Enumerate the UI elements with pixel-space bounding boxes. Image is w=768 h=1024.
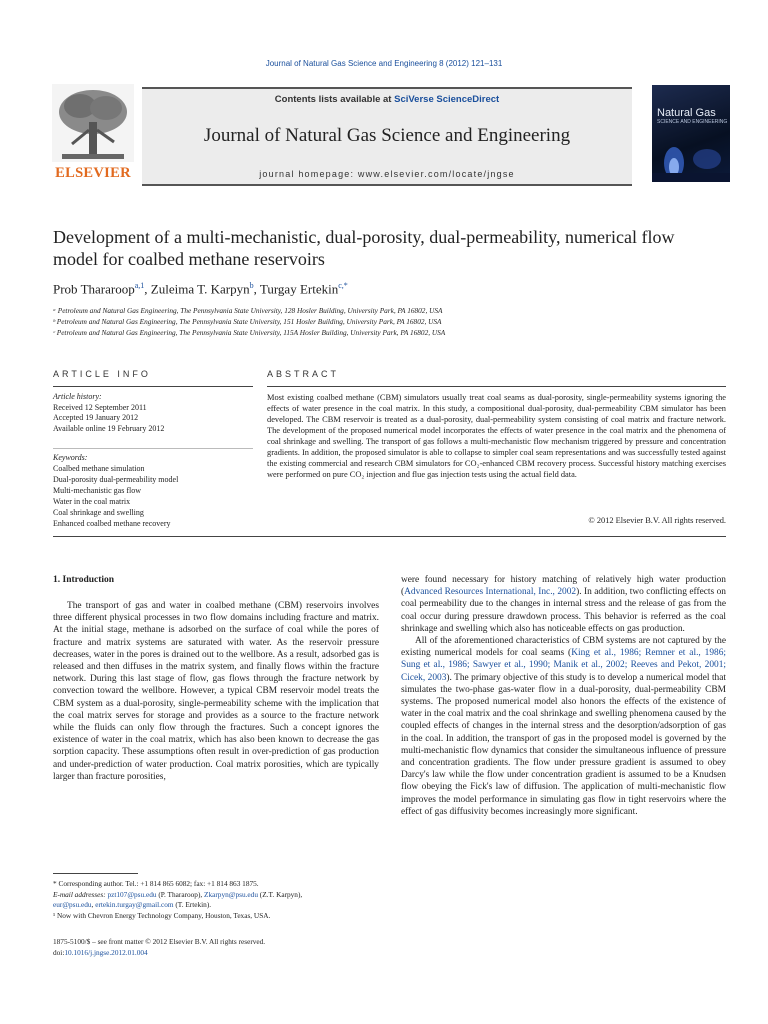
journal-banner [142, 87, 632, 186]
body-column-left [53, 600, 379, 783]
doi-label: doi: [53, 947, 65, 957]
footnote-emails [53, 890, 379, 901]
author-1-affiliation[interactable]: a,1 [134, 281, 145, 290]
elsevier-tree-logo [52, 84, 134, 184]
article-history [53, 392, 253, 434]
keyword-item: Multi-mechanistic gas flow [53, 486, 141, 495]
keyword-item: Enhanced coalbed methane recovery [53, 519, 171, 528]
journal-title: Journal of Natural Gas Science and Engineering [203, 125, 571, 146]
history-accepted: Accepted 19 January 2012 [53, 413, 139, 422]
author-2-affiliation[interactable]: b [249, 281, 254, 290]
divider [53, 386, 253, 387]
affiliation-a: ᵃ Petroleum and Natural Gas Engineering, The Pennsylvania State University, 128 Hosler Building, University Park, PA 16802, USA [53, 306, 443, 315]
keyword-item: Dual-porosity dual-permeability model [53, 475, 179, 484]
author-list [53, 281, 723, 297]
footnote-emails-cont [53, 900, 379, 911]
footnote-corresponding: * Corresponding author. Tel.: +1 814 865 6082; fax: +1 814 863 1875. [53, 879, 259, 888]
front-matter [53, 937, 379, 958]
author-3-affiliation[interactable]: c,* [338, 281, 348, 290]
copyright: © 2012 Elsevier B.V. All rights reserved. [588, 516, 726, 525]
contents-prefix: Contents lists available at [274, 94, 395, 105]
footnote-divider [53, 873, 138, 874]
divider [53, 536, 726, 537]
doi-line [53, 948, 379, 959]
email-owner: (T. Ertekin). [173, 900, 212, 909]
email-separator: , [91, 900, 96, 909]
keywords-label: Keywords: [53, 453, 88, 462]
author-3: Turgay Ertekin [259, 281, 339, 297]
doi-link[interactable]: 10.1016/j.jngse.2012.01.004 [64, 947, 148, 957]
citation-link[interactable]: King et al., 1986; Remner et al., 1986; Sung et al., 1986; Sawyer et al., 1990; Manik et al., 2002; Reeves and Pekot, 2001; Cicek, 2003 [401, 648, 727, 683]
affiliation-c: ᶜ Petroleum and Natural Gas Engineering, The Pennsylvania State University, 115A Hosler Building, University Park, PA 16802, USA [53, 328, 446, 337]
footnote-1: ¹ Now with Chevron Energy Technology Company, Houston, Texas, USA. [53, 910, 271, 920]
body-paragraph: The transport of gas and water in coalbed methane (CBM) reservoirs involves three different physical processes in two flow domains including fracture and matrix. At the initial stage, methane is adsorbed on the surface of coal while the pores of fracture and matrix systems are saturated with water. As the reservoir pressure decreases, water in the pores is drained out to the wellbore. As a result, adsorbed gas is released and then diffuses in the matrix system, and finally flows within the fracture network. During this last stage of flow, gas flows through the fracture network by convection toward the wellbore. However, a typical CBM reservoir model treats the CBM system as a dual-porosity, single-permeability scheme with the implication that the coal matrix serves for storage and provides as a source to the fracture network while the fluids can only flow through the fractures. Such a concept ignores the existence of water in the coal matrix, which has also been known to decrease the gas sorption capacity. These assumptions often result in over-prediction of gas production and under-prediction of water production. Coal matrix porosities, which are typically larger than fracture porosities, [53, 601, 379, 782]
divider [267, 386, 726, 387]
author-2: Zuleima T. Karpyn [150, 281, 250, 297]
author-1: Prob Thararoop [53, 281, 135, 297]
history-label: Article history: [53, 392, 102, 401]
affiliations [53, 305, 723, 338]
body-text: were found necessary for history matching of relatively high water production ( [401, 575, 726, 598]
citation-link[interactable]: Advanced Resources International, Inc., 2002 [404, 587, 577, 598]
body-column-right [401, 574, 726, 818]
body-text: ). The primary objective of this study is to develop a numerical model that simulates the two-phase gas-water flow in a dual-porosity, dual-permeability CBM systems. The proposed numerical model also honors the effects of the existence of water in the coal matrix and the coal shrinkage and swelling phenomena caused by the coupled effects of changes in the internal stress and the desorption/adsorption of gas in the coal. In addition, the transport of gas in the proposed model is governed by the multi-mechanistic flow dynamics that consider the simultaneous influence of pressure and concentration gradients. The flow under pressure gradient is assumed to obey Darcy's law while the flow under concentration gradient is assumed to be a Knudsen flow obeying the Fick's law of diffusion. The application of multi-mechanistic flow improves the model performance in simulating gas flow in tight reservoirs where the effect of gas diffusivity becomes increasingly more significant. [401, 672, 726, 817]
body-paragraph [401, 574, 726, 635]
cover-subtitle: SCIENCE AND ENGINEERING [657, 119, 728, 125]
divider [53, 448, 253, 449]
author-separator: , [253, 281, 260, 297]
sciencedirect-link[interactable]: SciVerse ScienceDirect [394, 94, 500, 105]
flame-icon [652, 85, 730, 182]
contents-line [142, 94, 632, 105]
article-title: Development of a multi-mechanistic, dual-porosity, dual-permeability, numerical flow model for coalbed methane reservoirs [53, 227, 675, 269]
abstract-heading: ABSTRACT [267, 369, 340, 379]
publisher-name: ELSEVIER [55, 165, 131, 181]
footnotes [53, 879, 379, 921]
keyword-item: Coalbed methane simulation [53, 464, 145, 473]
email-link[interactable]: ertekin.turgay@gmail.com [95, 900, 174, 909]
journal-homepage[interactable]: journal homepage: www.elsevier.com/locate/jngse [259, 169, 515, 179]
body-paragraph [401, 635, 726, 818]
history-received: Received 12 September 2011 [53, 402, 147, 412]
email-link[interactable]: eur@psu.edu [53, 900, 92, 909]
issn-line: 1875-5100/$ – see front matter © 2012 Elsevier B.V. All rights reserved. [53, 937, 266, 946]
running-head: Journal of Natural Gas Science and Engineering 8 (2012) 121–131 [265, 59, 503, 68]
article-info-heading: ARTICLE INFO [53, 369, 151, 379]
history-online: Available online 19 February 2012 [53, 423, 165, 433]
keyword-item: Water in the coal matrix [53, 497, 131, 506]
email-link[interactable]: Zkarpyn@psu.edu [204, 889, 258, 899]
tree-icon [52, 84, 134, 162]
cover-title: Natural Gas [657, 107, 716, 119]
email-owner: (P. Thararoop), [156, 889, 205, 899]
journal-cover-image [652, 85, 730, 182]
abstract-text: Most existing coalbed methane (CBM) simulators usually treat coal seams as dual-porosity, single-permeability systems ignoring the effects of water presence in the coal matrix. In this study, a compositional dual-porosity, dual-permeability CBM simulator has been developed. The CBM reservoir is treated as a dual-porosity, dual-permeability system consisting of coal matrix and fracture network. The development of the proposed numerical model incorporates the effects of water presence in the coal matrix and the phenomena of coal shrinkage and swelling. The transport of gas follows a multi-mechanistic flow mechanism triggered by pressure and concentration gradients. In addition, the proposed simulator is able to collapse to simpler coal seam representations and was successfully tested against the existing commercial and research CBM simulators for CO₂-enhanced CBM recovery process. Successful history matching exercises were performed on pure CO₂ injection and flue gas injection tests using the actual field data. [267, 393, 726, 479]
email-owner: (Z.T. Karpyn), [257, 889, 303, 899]
keyword-item: Coal shrinkage and swelling [53, 508, 144, 517]
email-label: E-mail addresses: [53, 889, 108, 899]
affiliation-b: ᵇ Petroleum and Natural Gas Engineering, The Pennsylvania State University, 151 Hosler Building, University Park, PA 16802, USA [53, 317, 442, 326]
masthead [52, 82, 730, 185]
body-text: All of the aforementioned characteristics of CBM systems are not captured by the existing numerical models for coal seams ( [401, 636, 726, 659]
email-link[interactable]: pzt107@psu.edu [107, 889, 157, 899]
body-text: ). In addition, two conflicting effects on coal permeability due to the changes in internal stress and the release of gas from the coal occur during pressure drawdown process. This behavior is referred as the coal shrinkage and swelling which also has noticeable effects on gas production. [401, 587, 726, 634]
section-heading-introduction: 1. Introduction [53, 575, 115, 585]
author-separator: , [144, 281, 151, 297]
keywords [53, 452, 253, 529]
